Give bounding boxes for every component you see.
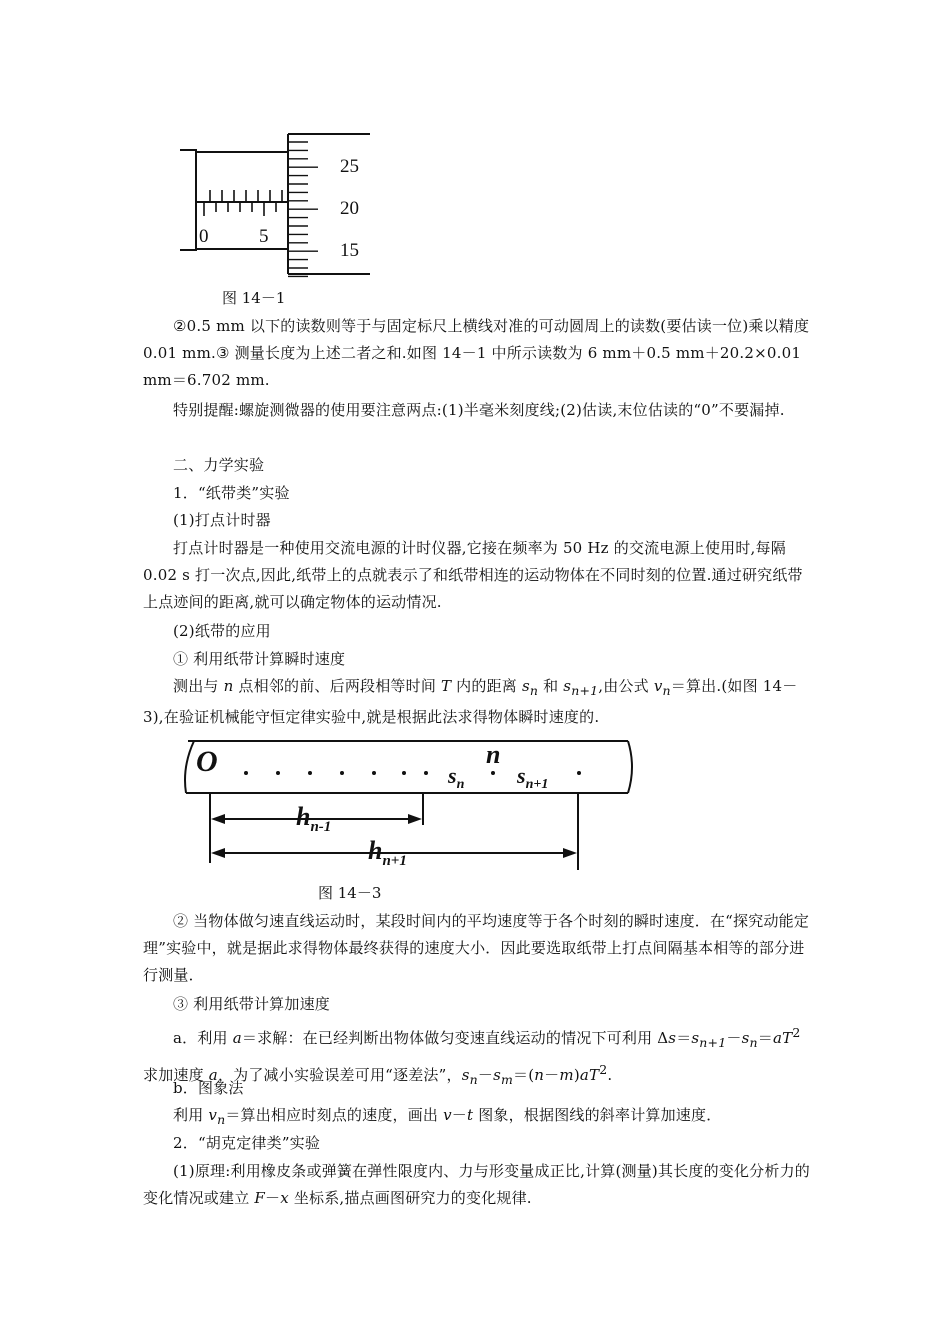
paragraph-uniform-motion: ② 当物体做匀速直线运动时，某段时间内的平均速度等于各个时刻的瞬时速度．在“探究动能定理”实验中，就是据此求得物体最终获得的速度大小．因此要选取纸带上打点间隔基本相等的部分进行测量．	[143, 912, 810, 984]
figure-caption-14-3: 图 14－3	[318, 884, 382, 902]
paragraph-tip: 特别提醒:螺旋测微器的使用要注意两点:(1)半毫米刻度线;(2)估读,末位估读的“0”不要漏掉.	[173, 401, 785, 419]
heading-timer: (1)打点计时器	[173, 511, 271, 529]
tape-label-sn: $s_n$	[448, 763, 465, 792]
paragraph-hooke-principle: (1)原理:利用橡皮条或弹簧在弹性限度内、力与形变量成正比,计算(测量)其长度的变化分析力的变化情况或建立 F－x 坐标系,描点画图研究力的变化规律.	[143, 1162, 810, 1207]
micrometer-figure	[170, 128, 380, 280]
heading-mechanics-experiments: 二、力学实验	[173, 456, 265, 474]
drum-label-25: 25	[340, 156, 359, 177]
figure-caption-14-1: 图 14－1	[222, 289, 286, 307]
paper-tape-figure	[180, 735, 640, 875]
heading-hooke-experiments: 2．“胡克定律类”实验	[173, 1134, 321, 1152]
drum-label-15: 15	[340, 240, 359, 261]
tape-label-h-n-minus-1: $h_{n-1}$	[296, 802, 332, 835]
sleeve-label-0: 0	[199, 226, 209, 247]
heading-tape-experiments: 1．“纸带类”实验	[173, 484, 290, 502]
paragraph-acceleration-a: a．利用 a＝求解：在已经判断出物体做匀变速直线运动的情况下可利用 $\Delta s=s_{n+1}-s_n=aT^2$求加速度 a，为了减小实验误差可用“逐差法”，$s_n-s_m=(n-m)aT^2$.	[143, 1025, 801, 1087]
paragraph-reading-rule: ②0.5 mm 以下的读数则等于与固定标尺上横线对准的可动圆周上的读数(要估读一位)乘以精度 0.01 mm.③ 测量长度为上述二者之和.如图 14－1 中所示读数为 6 mm＋0.5 mm＋20.2×0.01 mm＝6.702 mm.	[143, 317, 810, 389]
paragraph-timer: 打点计时器是一种使用交流电源的计时仪器,它接在频率为 50 Hz 的交流电源上使用时,每隔 0.02 s 打一次点,因此,纸带上的点就表示了和纸带相连的运动物体在不同时刻的位置.通过研究纸带上点迹间的距离,就可以确定物体的运动情况.	[143, 539, 803, 611]
tape-label-sn1: $s_{n+1}$	[517, 763, 549, 792]
heading-tape-applications: (2)纸带的应用	[173, 622, 271, 640]
sleeve-label-5: 5	[259, 226, 269, 247]
tape-label-h-n-plus-1: $h_{n+1}$	[368, 836, 407, 869]
paragraph-instant-velocity: 测出与 n 点相邻的前、后两段相等时间 T 内的距离 $s_n$ 和 $s_{n+1}$,由公式 $v_n=$算出.(如图 14－3),在验证机械能守恒定律实验中,就是根据此法求得物体瞬时速度的.	[143, 677, 798, 726]
heading-instant-velocity: ① 利用纸带计算瞬时速度	[173, 650, 346, 668]
tape-label-O: O	[196, 745, 218, 778]
drum-label-20: 20	[340, 198, 359, 219]
paragraph-graph-method: 利用 $v_n=$算出相应时刻点的速度，画出 v－t 图象，根据图线的斜率计算加速度．	[173, 1106, 722, 1127]
heading-graph-method: b．图象法	[173, 1079, 244, 1097]
tape-label-n: n	[486, 740, 501, 769]
heading-acceleration: ③ 利用纸带计算加速度	[173, 995, 330, 1013]
